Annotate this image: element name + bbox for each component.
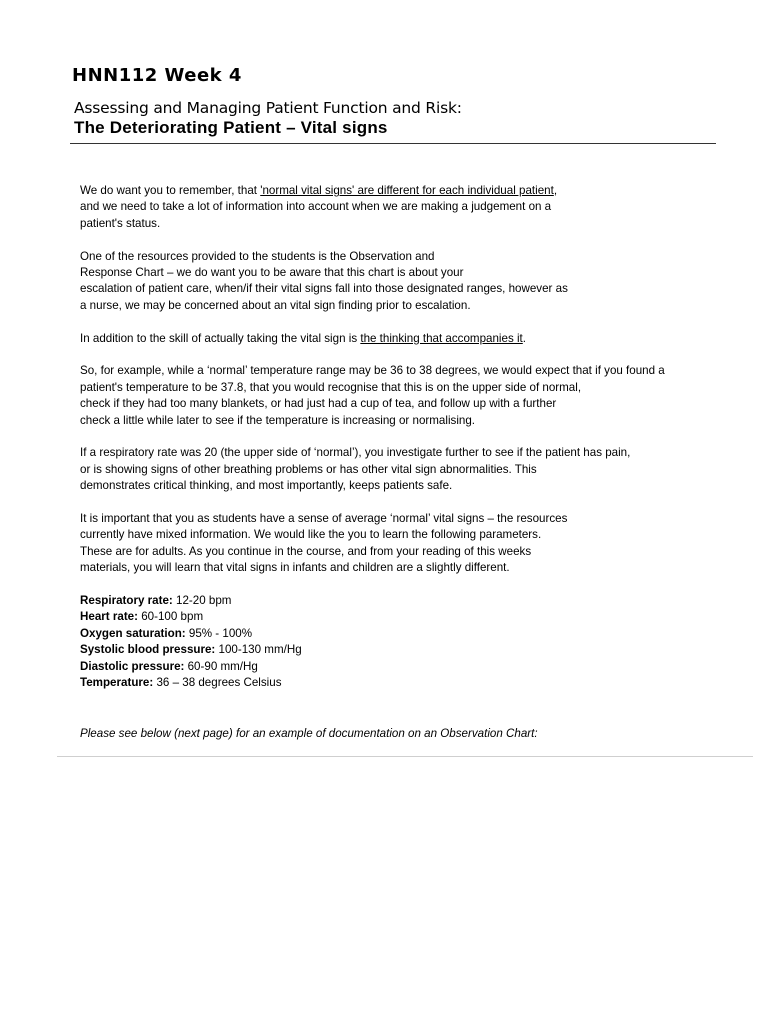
paragraph-normal-vitals [80, 183, 750, 232]
text-line: Response Chart – we do want you to be aware that this chart is about your [80, 266, 464, 280]
vital-sign-value: 36 – 38 degrees Celsius [153, 676, 282, 690]
vital-sign-label: Heart rate: [80, 610, 138, 624]
document-subtitle: Assessing and Managing Patient Function and Risk: [74, 99, 462, 117]
page-divider [57, 756, 753, 757]
next-page-note: Please see below (next page) for an example of documentation on an Observation Chart: [80, 726, 538, 740]
text-line: escalation of patient care, when/if their vital signs fall into those designated ranges, however as [80, 282, 568, 296]
text-run: , [553, 184, 558, 197]
paragraph-respiratory-example [80, 445, 750, 494]
document-body [80, 183, 750, 758]
text-line: materials, you will learn that vital signs in infants and children are a slightly different. [80, 561, 510, 575]
text-line: check a little while later to see if the temperature is increasing or normalising. [80, 413, 476, 427]
text-line: patient's temperature to be 37.8, that you would recognise that this is on the upper side of normal, [80, 380, 582, 394]
vital-sign-row [80, 593, 750, 609]
paragraph-observation-chart [80, 249, 750, 315]
text-line: These are for adults. As you continue in the course, and from your reading of this weeks [80, 544, 532, 558]
vital-sign-value: 100-130 mm/Hg [215, 643, 302, 657]
vital-sign-value: 60-100 bpm [138, 610, 204, 624]
vital-sign-row [80, 659, 750, 675]
paragraph-thinking [80, 331, 750, 347]
vital-sign-value: 95% - 100% [185, 626, 253, 640]
course-week-title: HNN112 Week 4 [72, 65, 242, 86]
text-line: or is showing signs of other breathing problems or has other vital sign abnormalities. This [80, 462, 537, 476]
title-divider [70, 143, 716, 144]
text-line: currently have mixed information. We would like the you to learn the following parameters. [80, 528, 542, 542]
text-line: If a respiratory rate was 20 (the upper side of ‘normal’), you investigate further to see if the patient has pain, [80, 446, 631, 460]
text-line: patient's status. [80, 216, 161, 230]
vital-sign-row [80, 675, 750, 691]
vital-sign-value: 12-20 bpm [172, 594, 232, 608]
vital-sign-row [80, 642, 750, 658]
text-line: One of the resources provided to the students is the Observation and [80, 249, 435, 263]
underlined-phrase: 'normal vital signs' are different for each individual patient [260, 184, 554, 197]
text-line: a nurse, we may be concerned about an vital sign finding prior to escalation. [80, 298, 471, 312]
text-line: check if they had too many blankets, or had just had a cup of tea, and follow up with a further [80, 397, 557, 411]
text-line: and we need to take a lot of information into account when we are making a judgement on a [80, 200, 552, 214]
text-run: We do want you to remember, that [80, 184, 261, 197]
text-run: . [522, 331, 526, 345]
document-title: The Deteriorating Patient – Vital signs [74, 118, 388, 137]
underlined-phrase: the thinking that accompanies it [360, 331, 523, 345]
vital-sign-label: Temperature: [80, 676, 154, 690]
text-line [80, 331, 750, 347]
vital-sign-row [80, 626, 750, 642]
vital-signs-list [80, 593, 750, 691]
text-line: It is important that you as students have a sense of average ‘normal’ vital signs – the resources [80, 512, 568, 526]
text-run: In addition to the skill of actually taking the vital sign is [80, 331, 361, 345]
document-header [72, 64, 716, 138]
paragraph-temperature-example [80, 363, 750, 429]
text-line [80, 183, 750, 199]
text-line: demonstrates critical thinking, and most importantly, keeps patients safe. [80, 479, 453, 493]
text-line: So, for example, while a ‘normal’ temperature range may be 36 to 38 degrees, we would expect that if you found a [80, 364, 665, 378]
vital-sign-value: 60-90 mm/Hg [184, 659, 258, 673]
vital-sign-label: Respiratory rate: [80, 594, 173, 608]
vital-sign-row [80, 609, 750, 625]
vital-sign-label: Oxygen saturation: [80, 626, 186, 640]
paragraph-parameters-intro [80, 511, 750, 577]
vital-sign-label: Diastolic pressure: [80, 659, 185, 673]
vital-sign-label: Systolic blood pressure: [80, 643, 216, 657]
